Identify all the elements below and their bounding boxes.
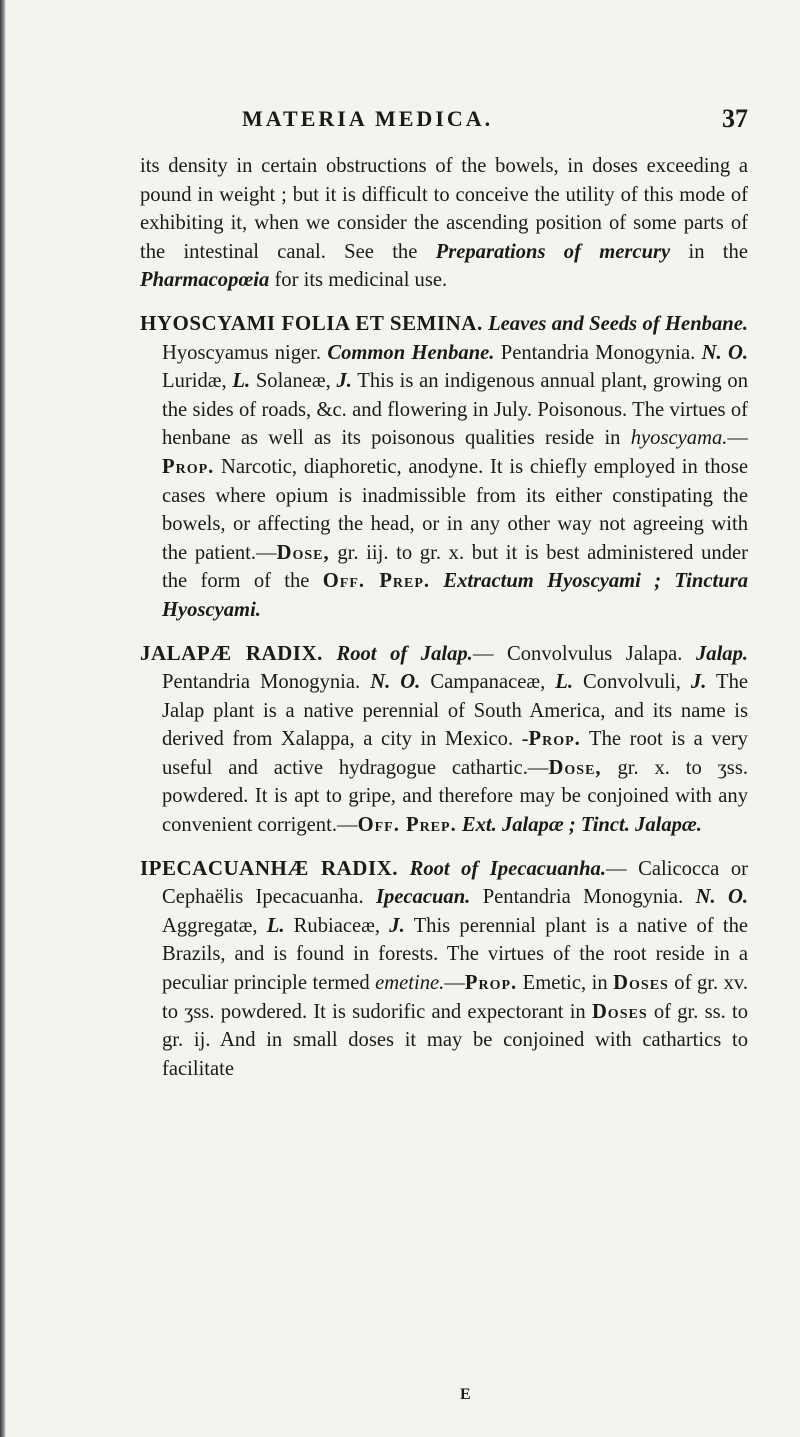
italic-run: Pharmacopœia [140,269,270,292]
off-prep-label: Off. Prep. [357,814,457,837]
abbrev-n: N. [695,886,716,909]
abbrev-l: L. [555,671,574,694]
abbrev-l: L. [232,370,251,393]
text-run: of gr. xv. to ʒss. powdered. It is sudorific and expectorant in [162,972,748,1023]
entry-heading: JALAPÆ RADIX. [140,640,323,665]
text-run [716,886,728,908]
text-run: — [727,427,748,450]
prop-label: Prop. [464,972,518,995]
text-run: Rubiaceæ, [284,914,390,937]
english-name: Root of Jalap. [336,642,473,665]
italic-run: Preparations of mercury [435,240,671,263]
page-number: 37 [722,104,748,133]
entry-heading: IPECACUANHÆ RADIX. [140,855,399,880]
abbrev-o: O. [727,341,748,364]
entry-jalapae [140,639,748,840]
text-run: Aggregatæ, [162,914,267,937]
common-name: Common Henbane. [327,341,495,364]
text-run: — Convolvulus Jalapa. [472,642,696,665]
text-run: Hyoscyamus niger. [162,341,328,364]
continuation-paragraph [140,152,748,295]
doses-label: Doses [591,1000,648,1023]
entry-ipecacuanhae [140,854,748,1084]
dose-label: Dose, [276,541,330,564]
common-name: Ipecacuan. [375,886,471,909]
abbrev-n: N. [370,671,391,694]
abbrev-o: O. [400,671,421,694]
body-text [140,152,748,1083]
page-header [0,104,800,144]
abbrev-j: J. [336,370,352,393]
prop-label: Prop. [528,728,581,751]
prop-label: Prop. [162,455,215,478]
abbrev-l: L. [266,914,285,937]
text-run: The root is a very useful and active hydragogue cathartic.— [162,728,748,779]
entry-heading: HYOSCYAMI FOLIA ET SEMINA. [140,310,483,335]
off-prep-label: Off. Prep. [322,570,431,593]
principle-name: emetine. [375,972,445,995]
text-run: gr. x. to ʒss. powdered. It is apt to gripe, and therefore may be conjoined with any convenient corrigent.— [162,756,748,837]
text-run [390,671,400,693]
text-run: — Calicocca or Cephaëlis Ipecacuanha. [162,857,748,909]
abbrev-n: N. [701,341,722,364]
english-name: Leaves and Seeds of Henbane. [488,312,748,335]
text-run: This perennial plant is a native of the Brazils, and is found in forests. The virtues of the root reside in a peculiar principle termed [162,914,749,995]
abbrev-j: J. [389,914,405,937]
text-run: of gr. ss. to gr. ij. And in small doses it may be conjoined with cathartics to facilitate [162,1000,748,1080]
dose-label: Dose, [548,756,602,779]
signature-mark: E [460,1386,471,1403]
text-run: — [444,972,465,995]
entry-hyoscyami [140,309,748,625]
abbrev-j: J. [690,671,707,694]
text-run: Convolvuli, [573,671,691,694]
english-name: Root of Ipecacuanha. [409,857,606,880]
text-run: Campanaceæ, [420,671,556,694]
common-name: Jalap. [695,642,749,665]
text-run: Luridæ, [162,370,233,393]
text-run: Narcotic, diaphoretic, anodyne. It is chiefly employed in those cases where opium is inadmissible from its either constipating the bowels, or affecting the head, or in any other way not agreeing with the patient.— [162,455,748,564]
text-run: The Jalap plant is a native perennial of South America, and its name is derived from Xalappa, a city in Mexico. - [162,671,749,751]
principle-name: hyoscyama. [630,427,728,450]
doses-label: Doses [613,972,669,995]
text-run: Pentandria Monogynia. [470,886,696,909]
preparations: Ext. Jalapæ ; Tinct. Jalapæ. [461,814,702,837]
text-run: Pentandria Monogynia. [494,341,702,364]
abbrev-o: O. [727,886,748,909]
text-run: Solaneæ, [250,370,337,393]
preparations: Extractum Hyoscyami ; Tinctura Hyoscyami. [162,570,748,621]
text-run: This is an indigenous annual plant, growing on the sides of roads, &c. and flowering in July. Poisonous. The virtues of henbane as well as its poisonous qualities reside in [162,370,748,450]
text-run: Pentandria Monogynia. [162,671,371,694]
text-run: its density in certain obstructions of the bowels, in doses exceeding a pound in weight ; but it is difficult to conceive the utility of this mode of exhibiting it, when we consider the ascending position of some parts of the intestinal canal. See the [140,155,748,263]
text-run: Emetic, in [517,972,614,995]
text-run: gr. iij. to gr. x. but it is best administered under the form of the [162,541,748,593]
text-run [430,570,443,592]
text-run: for its medicinal use. [269,269,448,292]
running-title: MATERIA MEDICA. [242,106,494,131]
text-run: in the [670,240,748,263]
